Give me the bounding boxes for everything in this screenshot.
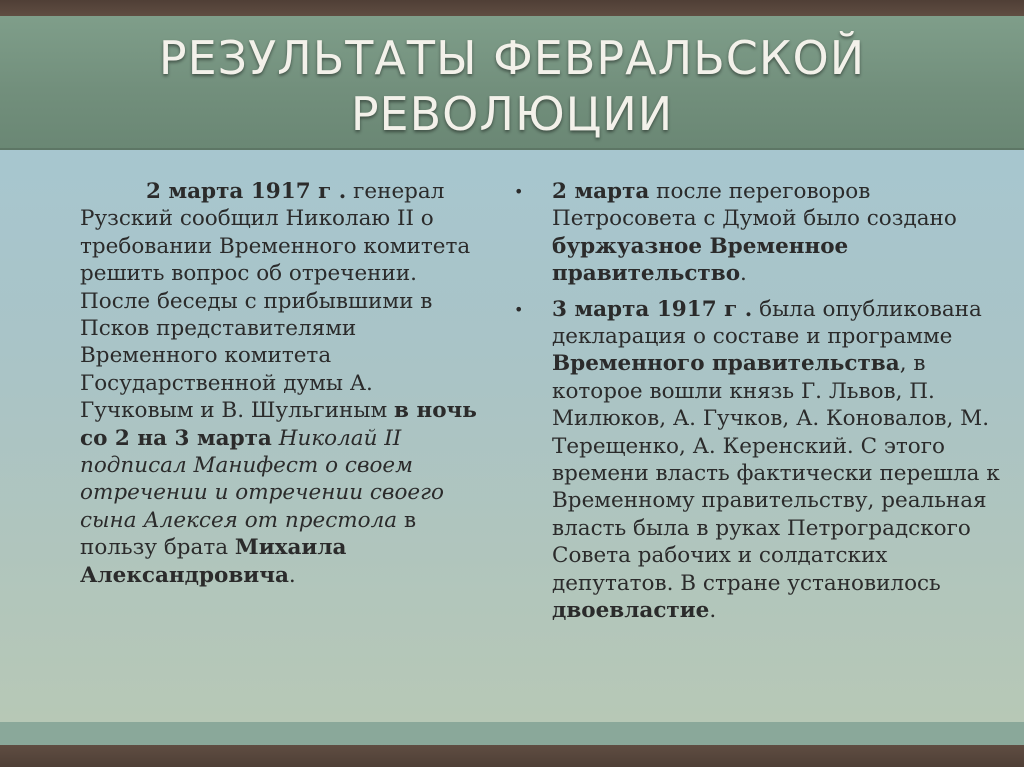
bullet-icon: • xyxy=(514,182,524,201)
item1-end: . xyxy=(740,261,747,287)
left-text-block xyxy=(80,178,480,589)
item1-bold: буржуазное Временное правительство xyxy=(552,233,849,287)
left-paragraph xyxy=(80,178,480,589)
item1-text: после переговоров Петросовета с Думой было создано xyxy=(552,179,957,232)
left-end: . xyxy=(288,562,296,588)
item2-date: 3 марта 1917 г . xyxy=(552,296,753,322)
item2-text-2: , в которое вошли князь Г. Львов, П. Милюков, А. Гучков, А. Коновалов, М. Терещенко, А. Керенский. С этого времени власть фактически перешла к Временному правительству, реальная власть была в руках Петроградского Совета рабочих и солдатских депутатов. В стране установилось xyxy=(552,351,1000,596)
left-italic-text: Николай II подписал Манифест о своем отречении и отречении своего сына Алексея от престола xyxy=(80,425,444,533)
left-date: 2 марта 1917 г . xyxy=(146,179,347,204)
left-text-1: генерал Рузский сообщил Николаю II о требовании Временного комитета решить вопрос об отречении. После беседы с прибывшими в Псков представителями Временного комитета Государственной думы А. Гучковым и В. Шульгиным xyxy=(80,179,471,424)
item2-text-1: была опубликована декларация о составе и программе xyxy=(552,296,982,350)
left-text-2: в пользу брата xyxy=(80,507,417,561)
top-frame-strip xyxy=(0,0,1024,16)
background-texture: ​ xyxy=(10,621,30,694)
item1-date: 2 марта xyxy=(552,179,650,204)
bullet-icon: • xyxy=(514,299,524,319)
bottom-frame-strip xyxy=(0,745,1024,767)
bullet-item-1 xyxy=(514,178,1000,288)
left-night-phrase: в ночь со 2 на 3 марта xyxy=(80,398,477,451)
left-name: Михаила Александровича xyxy=(80,535,347,588)
right-bullet-list xyxy=(514,178,1000,633)
item2-bold-2: двоевластие xyxy=(552,598,710,624)
item2-bold-1: Временного правительства xyxy=(552,351,900,377)
title-line-1: РЕЗУЛЬТАТЫ ФЕВРАЛЬСКОЙ xyxy=(158,31,866,85)
bullet-item-2 xyxy=(514,296,1000,625)
item2-end: . xyxy=(709,598,717,624)
bottom-band xyxy=(0,722,1024,745)
title-line-2: РЕВОЛЮЦИИ xyxy=(350,87,674,141)
slide-title xyxy=(0,30,1024,142)
